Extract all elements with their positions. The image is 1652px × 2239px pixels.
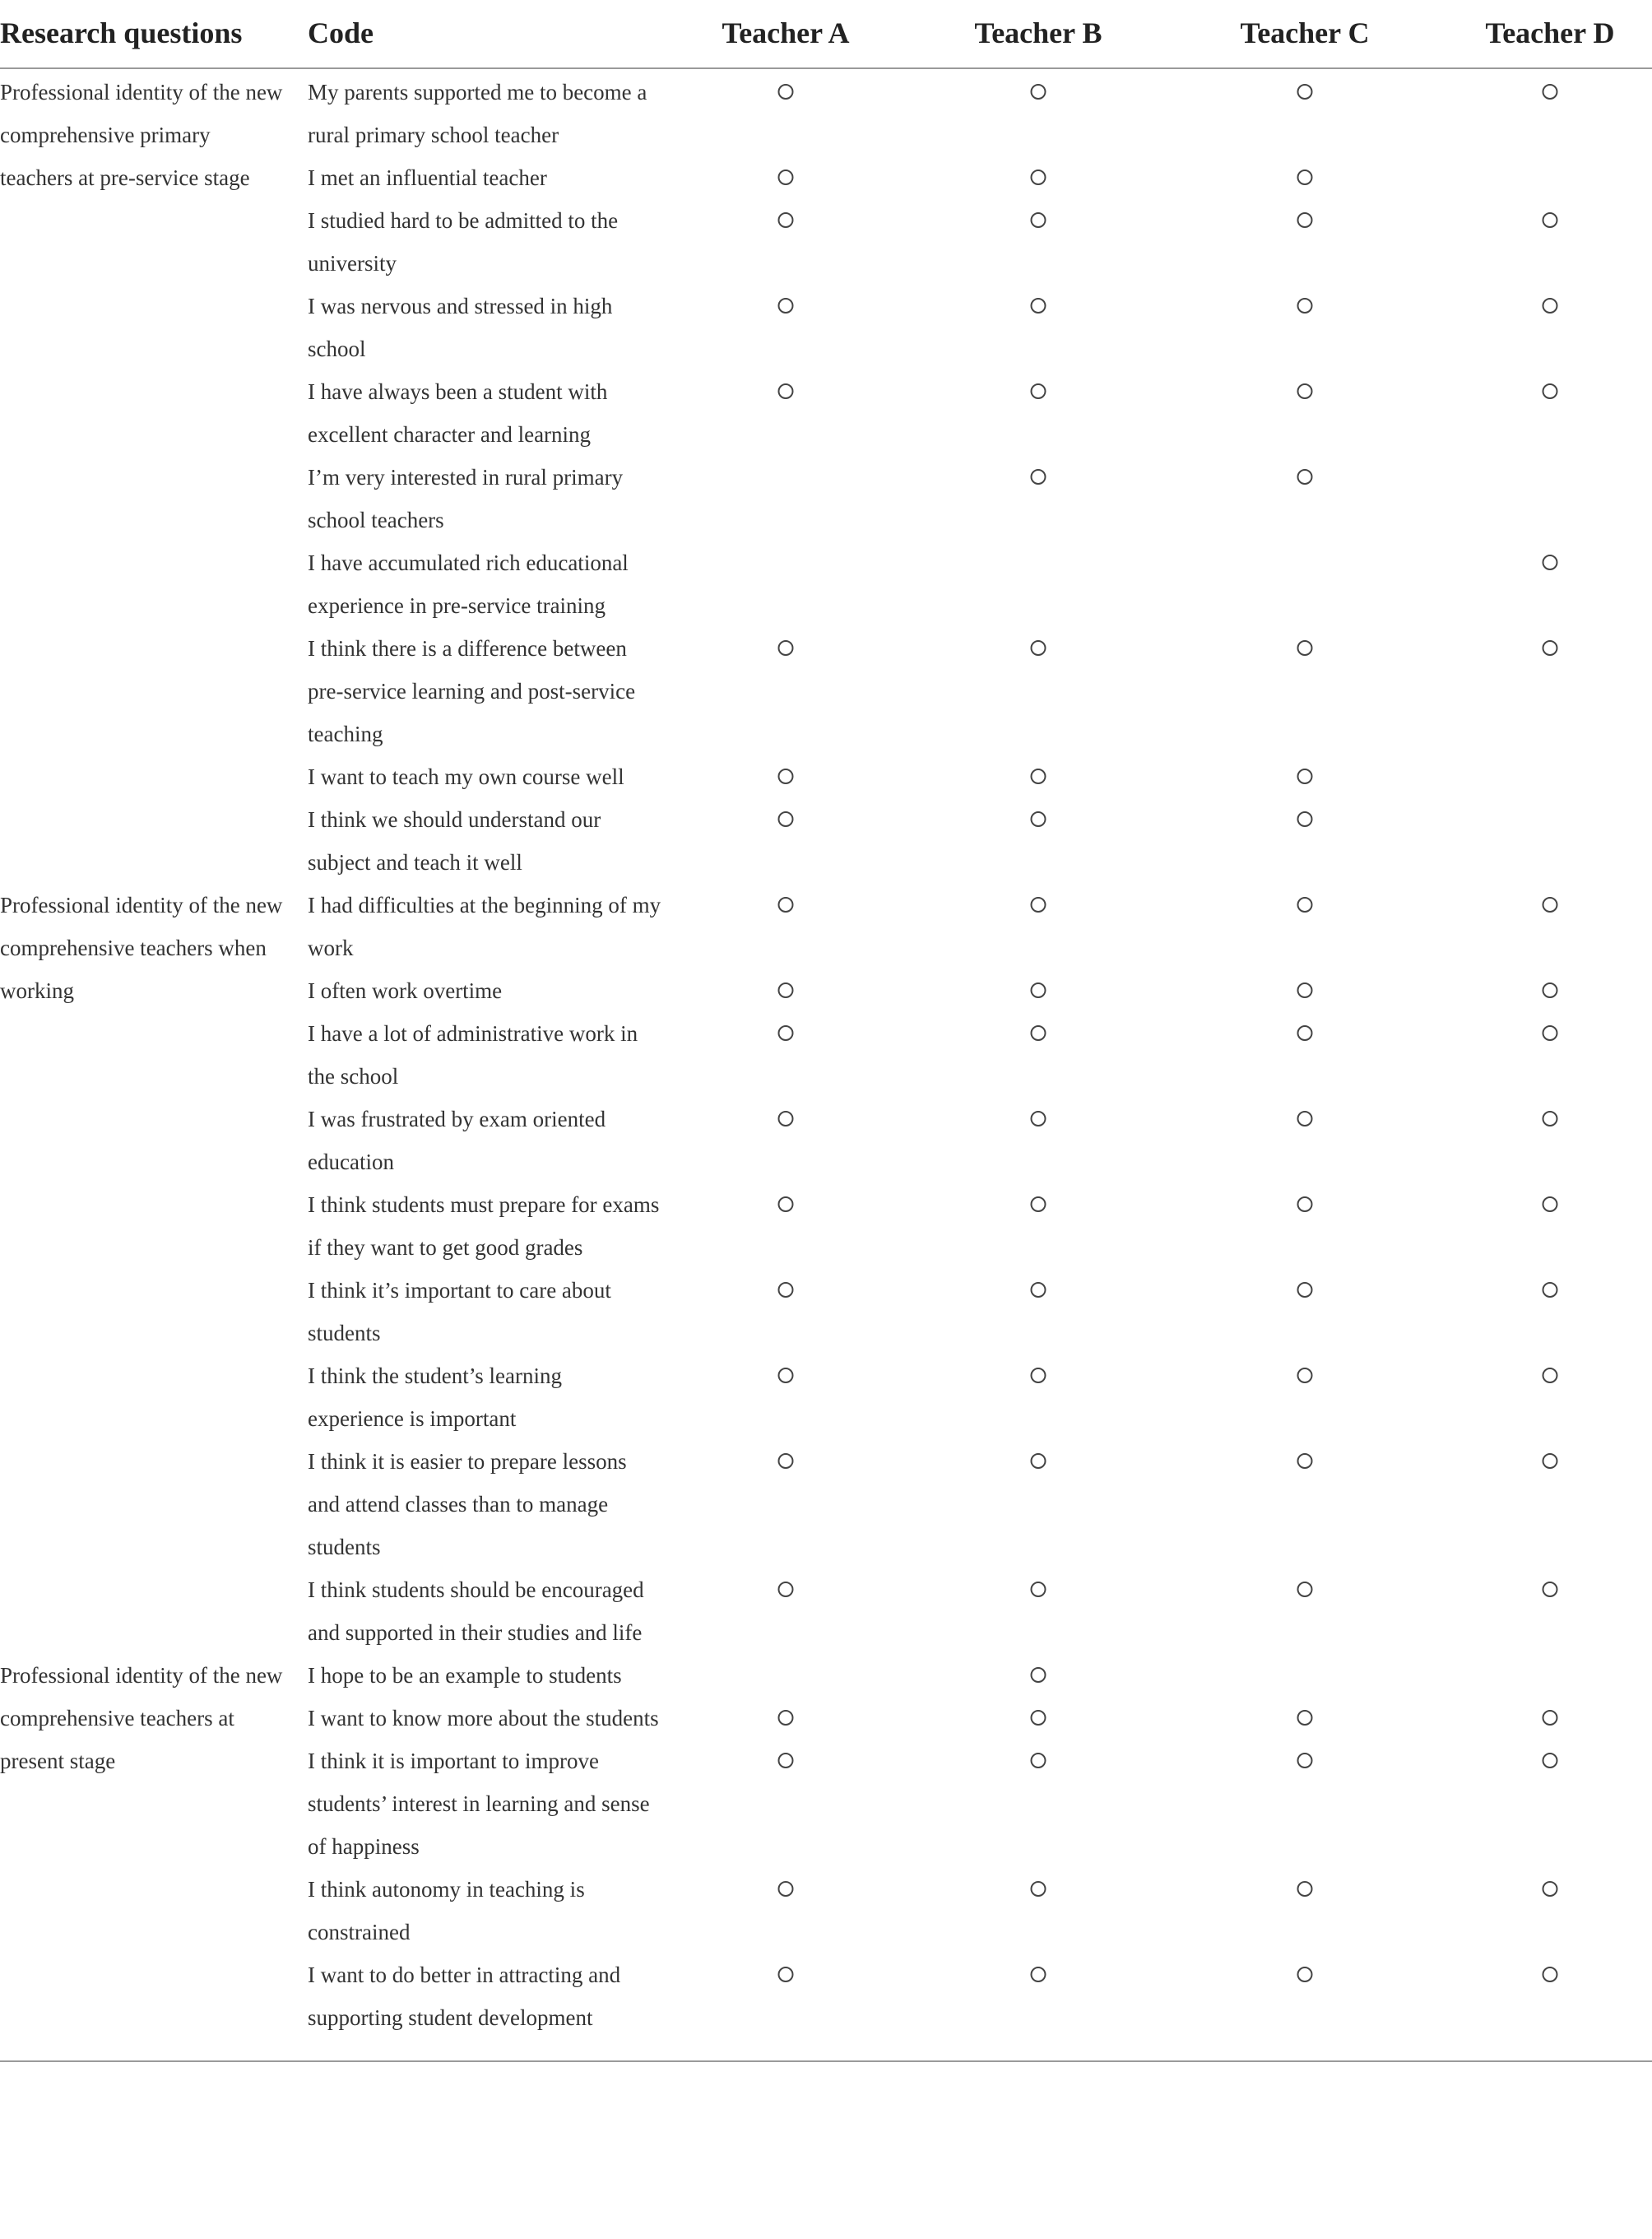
code-cell: I have accumulated rich educational experience in pre-service training — [308, 550, 629, 618]
circle-mark-teacher-a — [778, 1753, 794, 1768]
code-cell: I was frustrated by exam oriented education — [308, 1107, 606, 1174]
circle-mark-teacher-c — [1297, 469, 1313, 485]
circle-mark-teacher-a — [778, 982, 794, 998]
circle-mark-teacher-b — [1031, 1368, 1046, 1383]
circle-mark-teacher-b — [1031, 897, 1046, 913]
header-teacher-c: Teacher C — [1240, 16, 1370, 49]
circle-mark-teacher-b — [1031, 212, 1046, 228]
circle-mark-teacher-a — [778, 298, 794, 314]
table-row — [308, 755, 1652, 798]
circle-mark-teacher-c — [1297, 212, 1313, 228]
code-cell: I want to know more about the students — [308, 1706, 659, 1730]
code-cell: I think students should be encouraged and supported in their studies and life — [308, 1577, 644, 1645]
circle-mark-teacher-b — [1031, 1667, 1046, 1683]
table-row — [308, 1269, 1652, 1354]
research-question-cell: Professional identity of the new comprehensive primary teachers at pre-service stage — [0, 80, 283, 190]
circle-mark-teacher-b — [1031, 811, 1046, 827]
circle-mark-teacher-a — [778, 640, 794, 656]
circle-mark-teacher-a — [778, 1967, 794, 1982]
table-row — [308, 71, 1652, 156]
circle-mark-teacher-b — [1031, 469, 1046, 485]
circle-mark-teacher-d — [1543, 982, 1558, 998]
circle-mark-teacher-b — [1031, 170, 1046, 185]
code-cell: I’m very interested in rural primary school teachers — [308, 465, 624, 532]
table-row — [308, 884, 1652, 969]
circle-mark-teacher-d — [1543, 1196, 1558, 1212]
circle-mark-teacher-b — [1031, 1710, 1046, 1726]
table-row — [308, 370, 1652, 456]
circle-mark-teacher-d — [1543, 1282, 1558, 1298]
circle-mark-teacher-a — [778, 1453, 794, 1469]
code-cell: I think it is easier to prepare lessons and attend classes than to manage students — [308, 1449, 627, 1559]
circle-mark-teacher-d — [1543, 383, 1558, 399]
table-row — [308, 627, 1652, 755]
table-header — [0, 0, 1652, 69]
table-row — [308, 285, 1652, 370]
circle-mark-teacher-c — [1297, 84, 1313, 100]
circle-mark-teacher-c — [1297, 1025, 1313, 1041]
circle-mark-teacher-c — [1297, 1881, 1313, 1897]
circle-mark-teacher-b — [1031, 769, 1046, 784]
circle-mark-teacher-b — [1031, 383, 1046, 399]
code-cell: I met an influential teacher — [308, 165, 547, 190]
circle-mark-teacher-b — [1031, 1196, 1046, 1212]
research-question-cell: Professional identity of the new comprehensive teachers when working — [0, 893, 283, 1003]
circle-mark-teacher-c — [1297, 1710, 1313, 1726]
circle-mark-teacher-a — [778, 212, 794, 228]
table-body — [0, 69, 1652, 2039]
table-row — [308, 1098, 1652, 1183]
circle-mark-teacher-a — [778, 1282, 794, 1298]
circle-mark-teacher-d — [1543, 1025, 1558, 1041]
circle-mark-teacher-b — [1031, 1025, 1046, 1041]
circle-mark-teacher-a — [778, 84, 794, 100]
table-row — [308, 156, 1652, 199]
bottom-rule — [0, 2060, 1652, 2062]
code-cell: I have always been a student with excellent character and learning — [308, 379, 608, 447]
circle-mark-teacher-d — [1543, 1368, 1558, 1383]
circle-mark-teacher-d — [1543, 640, 1558, 656]
table-row — [308, 969, 1652, 1012]
circle-mark-teacher-d — [1543, 555, 1558, 570]
circle-mark-teacher-a — [778, 811, 794, 827]
circle-mark-teacher-a — [778, 1025, 794, 1041]
circle-mark-teacher-b — [1031, 1881, 1046, 1897]
circle-mark-teacher-c — [1297, 811, 1313, 827]
circle-mark-teacher-c — [1297, 1196, 1313, 1212]
circle-mark-teacher-d — [1543, 298, 1558, 314]
circle-mark-teacher-a — [778, 1582, 794, 1597]
circle-mark-teacher-d — [1543, 1111, 1558, 1126]
question-group — [0, 71, 1652, 884]
code-cell: I want to teach my own course well — [308, 764, 624, 789]
table-row — [308, 1868, 1652, 1953]
circle-mark-teacher-c — [1297, 982, 1313, 998]
question-group — [0, 884, 1652, 1654]
code-cell: I want to do better in attracting and supporting student development — [308, 1963, 621, 2030]
circle-mark-teacher-c — [1297, 769, 1313, 784]
circle-mark-teacher-b — [1031, 1967, 1046, 1982]
table-row — [308, 541, 1652, 627]
code-cell: I was nervous and stressed in high school — [308, 294, 613, 361]
code-cell: I have a lot of administrative work in the school — [308, 1021, 638, 1089]
circle-mark-teacher-d — [1543, 1710, 1558, 1726]
code-cell: I had difficulties at the beginning of my work — [308, 893, 661, 960]
circle-mark-teacher-a — [778, 1710, 794, 1726]
circle-mark-teacher-b — [1031, 640, 1046, 656]
circle-mark-teacher-c — [1297, 1582, 1313, 1597]
header-code: Code — [308, 16, 374, 49]
circle-mark-teacher-b — [1031, 1282, 1046, 1298]
header-teacher-a: Teacher A — [722, 16, 850, 49]
table-row — [308, 1440, 1652, 1568]
research-question-cell: Professional identity of the new comprehensive teachers at present stage — [0, 1663, 283, 1773]
circle-mark-teacher-d — [1543, 1753, 1558, 1768]
table-row — [308, 199, 1652, 285]
code-cell: I think we should understand our subject and teach it well — [308, 807, 601, 875]
table-row — [308, 1183, 1652, 1269]
header-teacher-d: Teacher D — [1485, 16, 1615, 49]
code-cell: I think it’s important to care about students — [308, 1278, 611, 1345]
circle-mark-teacher-d — [1543, 1582, 1558, 1597]
circle-mark-teacher-a — [778, 170, 794, 185]
table-row — [308, 1012, 1652, 1098]
table-row — [308, 1568, 1652, 1654]
circle-mark-teacher-c — [1297, 1453, 1313, 1469]
circle-mark-teacher-d — [1543, 1881, 1558, 1897]
code-cell: I think autonomy in teaching is constrained — [308, 1877, 585, 1944]
circle-mark-teacher-a — [778, 769, 794, 784]
circle-mark-teacher-d — [1543, 84, 1558, 100]
circle-mark-teacher-c — [1297, 1282, 1313, 1298]
circle-mark-teacher-c — [1297, 383, 1313, 399]
table-row — [308, 456, 1652, 541]
header-research-questions: Research questions — [0, 16, 243, 49]
table-row — [308, 798, 1652, 884]
circle-mark-teacher-d — [1543, 212, 1558, 228]
table-row — [308, 1697, 1652, 1740]
circle-mark-teacher-b — [1031, 1111, 1046, 1126]
circle-mark-teacher-a — [778, 1111, 794, 1126]
circle-mark-teacher-b — [1031, 84, 1046, 100]
code-cell: I think it is important to improve students’ interest in learning and sense of happiness — [308, 1749, 650, 1859]
code-cell: I studied hard to be admitted to the university — [308, 208, 619, 276]
circle-mark-teacher-c — [1297, 1967, 1313, 1982]
circle-mark-teacher-d — [1543, 1967, 1558, 1982]
circle-mark-teacher-a — [778, 1368, 794, 1383]
circle-mark-teacher-a — [778, 1196, 794, 1212]
circle-mark-teacher-c — [1297, 640, 1313, 656]
circle-mark-teacher-a — [778, 897, 794, 913]
code-cell: I think students must prepare for exams if they want to get good grades — [308, 1192, 660, 1260]
code-cell: I think there is a difference between pre-service learning and post-service teaching — [308, 636, 636, 746]
circle-mark-teacher-c — [1297, 1753, 1313, 1768]
circle-mark-teacher-a — [778, 383, 794, 399]
circle-mark-teacher-b — [1031, 1753, 1046, 1768]
code-cell: I think the student’s learning experience is important — [308, 1363, 562, 1431]
table-row — [308, 1740, 1652, 1868]
circle-mark-teacher-a — [778, 1881, 794, 1897]
circle-mark-teacher-c — [1297, 1111, 1313, 1126]
code-cell: I hope to be an example to students — [308, 1663, 622, 1688]
circle-mark-teacher-d — [1543, 897, 1558, 913]
circle-mark-teacher-b — [1031, 982, 1046, 998]
circle-mark-teacher-b — [1031, 1582, 1046, 1597]
table-row — [308, 1354, 1652, 1440]
circle-mark-teacher-d — [1543, 1453, 1558, 1469]
header-teacher-b: Teacher B — [974, 16, 1102, 49]
table-row — [308, 1654, 1652, 1697]
question-group — [0, 1654, 1652, 2039]
circle-mark-teacher-c — [1297, 897, 1313, 913]
code-cell: I often work overtime — [308, 978, 503, 1003]
circle-mark-teacher-b — [1031, 298, 1046, 314]
table-row — [308, 1953, 1652, 2039]
circle-mark-teacher-b — [1031, 1453, 1046, 1469]
code-cell: My parents supported me to become a rural primary school teacher — [308, 80, 647, 147]
circle-mark-teacher-c — [1297, 1368, 1313, 1383]
circle-mark-teacher-c — [1297, 298, 1313, 314]
circle-mark-teacher-c — [1297, 170, 1313, 185]
